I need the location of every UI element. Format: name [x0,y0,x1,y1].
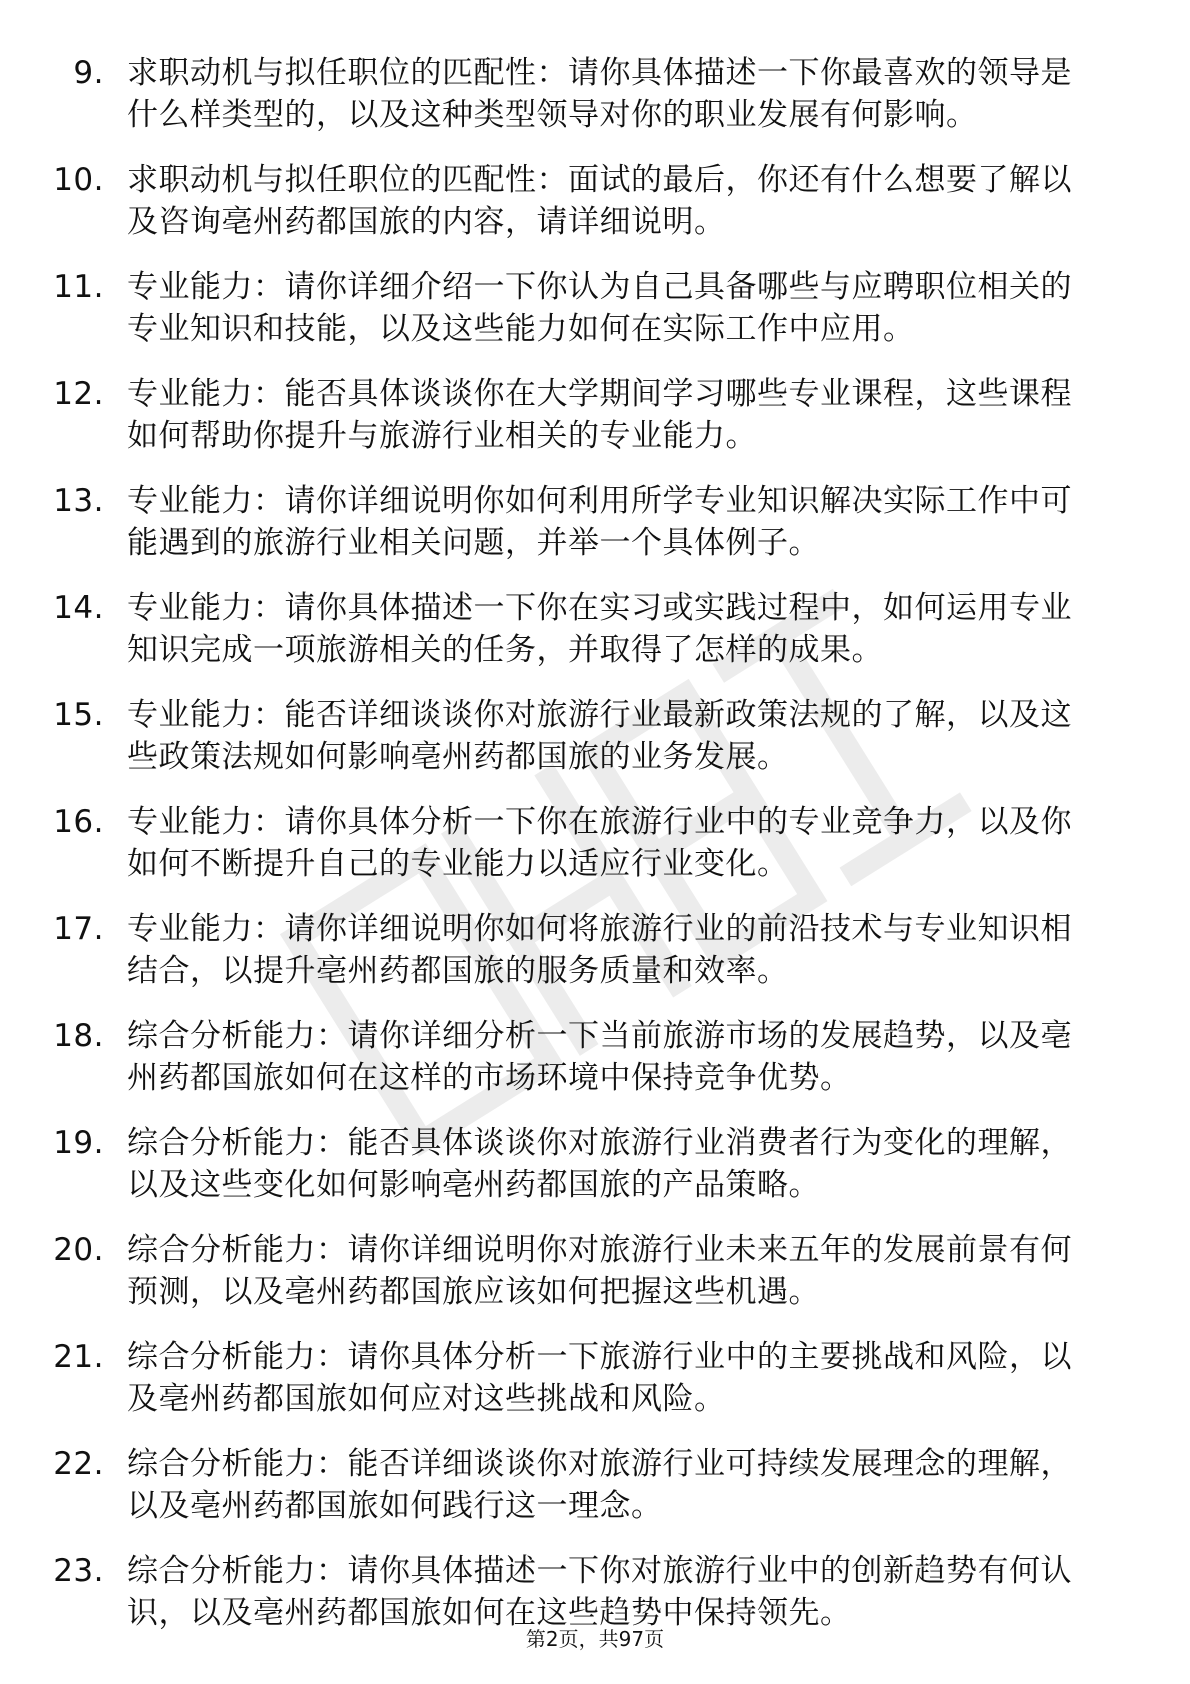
question-text: 专业能力：请你具体分析一下你在旅游行业中的专业竞争力，以及你如何不断提升自己的专业能力以适应行业变化。 [127,804,1072,882]
question-text: 综合分析能力：请你具体分析一下旅游行业中的主要挑战和风险，以及亳州药都国旅如何应对这些挑战和风险。 [127,1339,1072,1417]
question-text: 综合分析能力：请你具体描述一下你对旅游行业中的创新趋势有何认识，以及亳州药都国旅如何在这些趋势中保持领先。 [127,1553,1072,1631]
list-item [0,373,1190,457]
question-list [0,52,1190,1657]
question-number: 12. [53,376,104,412]
list-item [0,52,1190,136]
question-text: 专业能力：能否详细谈谈你对旅游行业最新政策法规的了解，以及这些政策法规如何影响亳州药都国旅的业务发展。 [127,697,1072,775]
question-text: 专业能力：请你详细说明你如何将旅游行业的前沿技术与专业知识相结合，以提升亳州药都国旅的服务质量和效率。 [127,911,1072,989]
list-item [0,159,1190,243]
question-text: 专业能力：请你具体描述一下你在实习或实践过程中，如何运用专业知识完成一项旅游相关的任务，并取得了怎样的成果。 [127,590,1072,668]
question-text: 综合分析能力：能否详细谈谈你对旅游行业可持续发展理念的理解，以及亳州药都国旅如何践行这一理念。 [127,1446,1072,1524]
question-number: 14. [53,590,104,626]
question-text: 求职动机与拟任职位的匹配性：请你具体描述一下你最喜欢的领导是什么样类型的，以及这种类型领导对你的职业发展有何影响。 [127,55,1072,133]
question-text: 专业能力：能否具体谈谈你在大学期间学习哪些专业课程，这些课程如何帮助你提升与旅游行业相关的专业能力。 [127,376,1072,454]
list-item [0,1550,1190,1634]
question-number: 13. [53,483,104,519]
question-number: 23. [53,1553,104,1589]
question-number: 19. [53,1125,104,1161]
list-item [0,587,1190,671]
question-number: 17. [53,911,104,947]
question-text: 专业能力：请你详细说明你如何利用所学专业知识解决实际工作中可能遇到的旅游行业相关问题，并举一个具体例子。 [127,483,1072,561]
question-text: 专业能力：请你详细介绍一下你认为自己具备哪些与应聘职位相关的专业知识和技能，以及这些能力如何在实际工作中应用。 [127,269,1072,347]
question-text: 综合分析能力：请你详细说明你对旅游行业未来五年的发展前景有何预测，以及亳州药都国旅应该如何把握这些机遇。 [127,1232,1072,1310]
list-item [0,1229,1190,1313]
question-number: 11. [53,269,104,305]
question-number: 18. [53,1018,104,1054]
question-number: 15. [53,697,104,733]
page-number: 第2页，共97页 [525,1627,665,1651]
question-text: 综合分析能力：能否具体谈谈你对旅游行业消费者行为变化的理解，以及这些变化如何影响亳州药都国旅的产品策略。 [127,1125,1072,1203]
question-number: 9. [73,55,104,91]
question-number: 20. [53,1232,104,1268]
list-item [0,1443,1190,1527]
question-text: 求职动机与拟任职位的匹配性：面试的最后，你还有什么想要了解以及咨询亳州药都国旅的内容，请详细说明。 [127,162,1072,240]
list-item [0,1122,1190,1206]
list-item [0,480,1190,564]
question-number: 21. [53,1339,104,1375]
list-item [0,1015,1190,1099]
question-number: 16. [53,804,104,840]
list-item [0,908,1190,992]
list-item [0,694,1190,778]
list-item [0,801,1190,885]
list-item [0,266,1190,350]
question-number: 22. [53,1446,104,1482]
question-text: 综合分析能力：请你详细分析一下当前旅游市场的发展趋势，以及亳州药都国旅如何在这样的市场环境中保持竞争优势。 [127,1018,1072,1096]
question-number: 10. [53,162,104,198]
list-item [0,1336,1190,1420]
